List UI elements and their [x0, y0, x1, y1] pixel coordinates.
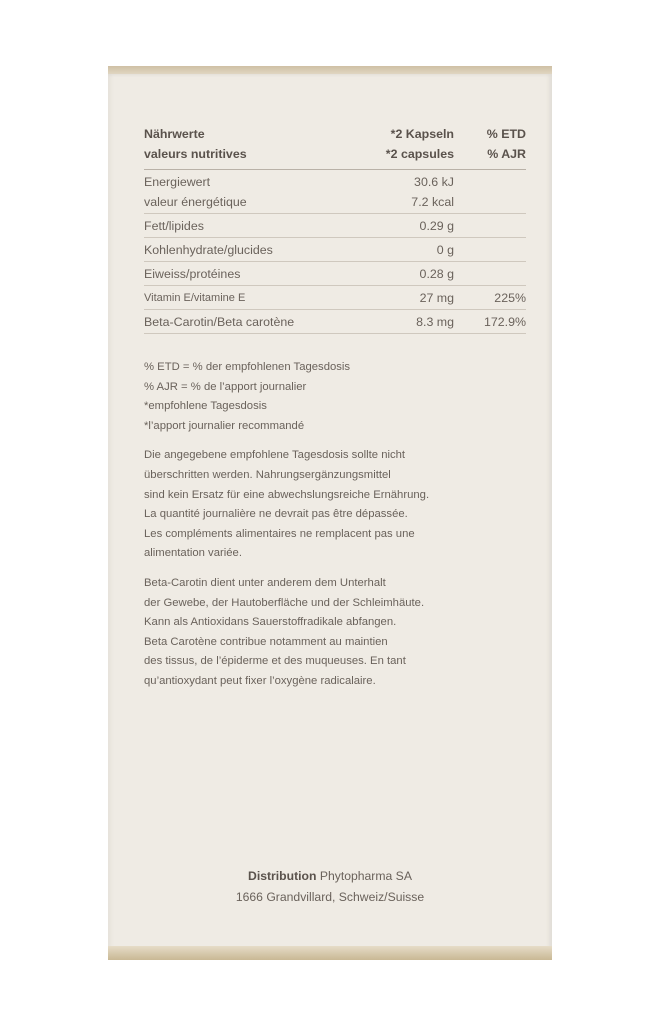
table-row: [144, 214, 526, 238]
row-percent: [454, 214, 526, 238]
row-value: [364, 170, 454, 214]
header-quantity-fr: *2 capsules: [385, 147, 454, 161]
footnote: % ETD = % der empfohlenen Tagesdosis: [144, 361, 351, 373]
footnotes: [144, 358, 528, 436]
dosage-warning-paragraph: [144, 446, 528, 564]
distribution-company: Phytopharma SA: [319, 869, 412, 883]
row-label: Kohlenhydrate/glucides: [144, 243, 273, 257]
footnote: *empfohlene Tagesdosis: [144, 400, 267, 413]
table-row: [144, 238, 526, 262]
row-label: Fett/lipides: [144, 219, 204, 233]
table-row: [144, 262, 526, 286]
paragraph-line: Kann als Antioxidans Sauerstoffradikale abfangen.: [144, 616, 397, 629]
nutrition-table: [144, 124, 526, 334]
header-percent: [454, 124, 526, 170]
box-bottom-edge: [108, 946, 552, 960]
paragraph-line: sind kein Ersatz für eine abwechslungsreiche Ernährung.: [144, 488, 430, 501]
header-nutrients-fr: valeurs nutritives: [144, 147, 247, 161]
paragraph-line: der Gewebe, der Hautoberfläche und der Schleimhäute.: [144, 596, 425, 609]
footnote: *l’apport journalier recommandé: [144, 419, 305, 432]
header-quantity-de: *2 Kapseln: [390, 127, 454, 141]
distribution-line: [108, 866, 552, 887]
row-percent: [454, 238, 526, 262]
distribution-label: Distribution: [248, 869, 317, 883]
paragraph-line: Beta-Carotin dient unter anderem dem Unterhalt: [144, 576, 386, 589]
row-percent: 225%: [494, 291, 526, 305]
table-row: [144, 286, 526, 310]
nutrition-table-header: [144, 124, 526, 170]
row-value-kj: 30.6 kJ: [414, 175, 454, 189]
paragraph-line: La quantité journalière ne devrait pas être dépassée.: [144, 508, 408, 521]
header-nutrients-de: Nährwerte: [144, 127, 205, 141]
row-value: 8.3 mg: [416, 315, 454, 329]
row-label: [144, 170, 364, 214]
row-value: 27 mg: [419, 291, 454, 305]
table-row: [144, 170, 526, 214]
row-percent: [454, 262, 526, 286]
distribution-address: 1666 Grandvillard, Schweiz/Suisse: [235, 890, 425, 904]
paragraph-line: Les compléments alimentaires ne remplacent pas une: [144, 527, 415, 540]
label-text-block: [144, 124, 528, 692]
beta-carotene-paragraph: [144, 574, 528, 692]
paragraph-line: des tissus, de l’épiderme et des muqueuses. En tant: [144, 655, 406, 668]
row-value: 0 g: [436, 243, 454, 257]
header-percent-de: % ETD: [486, 127, 526, 141]
row-value: 0.29 g: [419, 219, 454, 233]
row-percent: [454, 170, 526, 214]
row-label: Vitamin E/vitamine E: [144, 292, 246, 304]
footnote: % AJR = % de l’apport journalier: [144, 380, 307, 393]
distribution-info: [108, 866, 552, 908]
paragraph-line: qu’antioxydant peut fixer l’oxygène radicalaire.: [144, 674, 376, 687]
row-value-kcal: 7.2 kcal: [411, 195, 454, 209]
header-nutrients: [144, 124, 364, 170]
row-label: Eiweiss/protéines: [144, 267, 241, 281]
table-row: [144, 310, 526, 334]
paragraph-line: Die angegebene empfohlene Tagesdosis sollte nicht: [144, 449, 406, 462]
row-label-fr: valeur énergétique: [144, 195, 247, 209]
paragraph-line: Beta Carotène contribue notamment au maintien: [144, 635, 388, 648]
row-label-de: Energiewert: [144, 175, 211, 189]
paragraph-line: alimentation variée.: [144, 547, 242, 560]
row-percent: 172.9%: [483, 315, 526, 329]
paragraph-line: überschritten werden. Nahrungsergänzungsmittel: [144, 468, 391, 481]
row-label: Beta-Carotin/Beta carotène: [144, 315, 295, 329]
header-quantity: [364, 124, 454, 170]
row-value: 0.28 g: [419, 267, 454, 281]
header-percent-fr: % AJR: [487, 147, 526, 161]
